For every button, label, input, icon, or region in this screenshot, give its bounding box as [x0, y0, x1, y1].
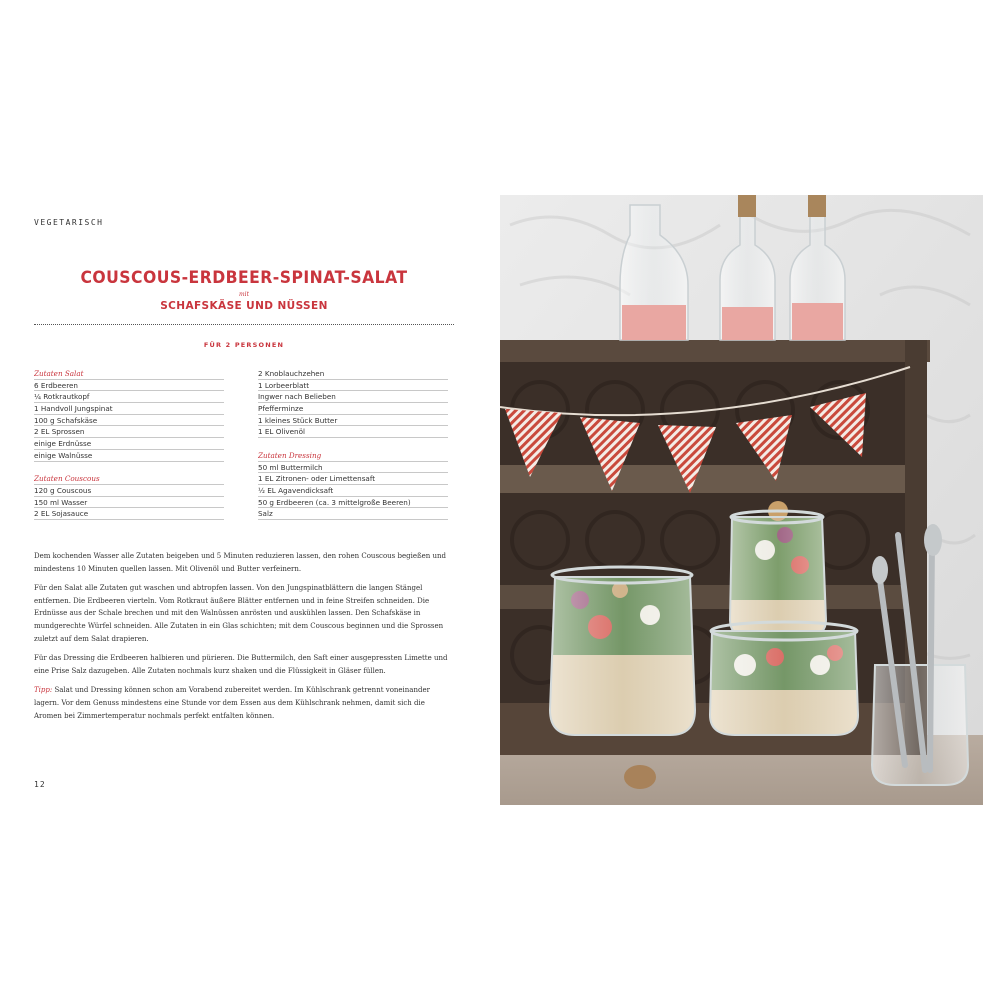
ingredient-item: Pfefferminze [258, 403, 448, 415]
left-page [34, 210, 454, 800]
ingredient-item: 2 EL Sojasauce [34, 508, 224, 520]
ingredient-item: 50 g Erdbeeren (ca. 3 mittelgroße Beeren) [258, 497, 448, 509]
ingredient-item: 120 g Couscous [34, 485, 224, 497]
ingredient-item: 50 ml Buttermilch [258, 462, 448, 474]
tip-text: Salat und Dressing können schon am Vorabend zubereitet werden. Im Kühlschrank getrennt voneinander lagern. Vor dem Genuss mindestens eine Stunde vor dem Essen aus dem Kühlschrank nehmen, damit sich die Aromen bei Zimmertemperatur nochmals perfekt entfalten können. [34, 686, 430, 720]
section-label: VEGETARISCH [34, 218, 104, 227]
cork-on-table [624, 765, 656, 789]
ingredient-item: 2 EL Sprossen [34, 426, 224, 438]
ingredient-spacer [34, 462, 224, 474]
ingredient-item: ½ EL Agavendicksaft [258, 485, 448, 497]
spoon-head [924, 524, 942, 556]
ingredient-item: 2 Knoblauchzehen [258, 368, 448, 380]
ingredient-item: 100 g Schafskäse [34, 415, 224, 427]
bottle-cork [808, 195, 826, 217]
tip-paragraph [34, 684, 454, 722]
instruction-paragraph: Dem kochenden Wasser alle Zutaten beigeben und 5 Minuten reduzieren lassen, den rohen Couscous begießen und mindestens 10 Minuten quellen lassen. Mit Olivenöl und Butter verfeinern. [34, 552, 447, 573]
spoon-head [872, 556, 888, 584]
page-number: 12 [34, 780, 46, 789]
crate-middle-board [500, 465, 905, 493]
ingredient-item: Salz [258, 508, 448, 520]
ingredient-item: 1 EL Olivenöl [258, 426, 448, 438]
ingredient-item: 1 Lorbeerblatt [258, 380, 448, 392]
ingredients-column-left [34, 368, 224, 520]
ingredient-heading: Zutaten Dressing [258, 450, 448, 462]
bottle-cork [738, 195, 756, 217]
tip-label: Tipp: [34, 686, 53, 695]
ingredients-column-right [258, 368, 448, 520]
ingredient-heading: Zutaten Couscous [34, 473, 224, 485]
ingredient-item: 1 EL Zitronen- oder Limettensaft [258, 473, 448, 485]
ingredient-item: 1 Handvoll Jungspinat [34, 403, 224, 415]
dotted-divider [34, 324, 454, 325]
ingredient-spacer [258, 438, 448, 450]
ingredient-item: 150 ml Wasser [34, 497, 224, 509]
instruction-paragraph: Für das Dressing die Erdbeeren halbieren und pürieren. Die Buttermilch, den Saft einer ausgepressten Limette und eine Prise Salz dazugeben. Alle Zutaten nochmals kurz shaken und die Flüssigkeit in Gläser füllen. [34, 654, 448, 675]
ingredient-heading: Zutaten Salat [34, 368, 224, 380]
ingredient-item: Ingwer nach Belieben [258, 391, 448, 403]
ingredient-item: einige Erdnüsse [34, 438, 224, 450]
recipe-subtitle: SCHAFSKÄSE UND NÜSSEN [160, 300, 328, 312]
title-connector: mit [238, 291, 250, 298]
title-block [34, 268, 454, 312]
recipe-title: COUSCOUS-ERDBEER-SPINAT-SALAT [80, 268, 408, 288]
ingredient-item: 1 kleines Stück Butter [258, 415, 448, 427]
ingredient-item: ¼ Rotkrautkopf [34, 391, 224, 403]
servings-label: FÜR 2 PERSONEN [203, 341, 285, 349]
ingredient-item: 6 Erdbeeren [34, 380, 224, 392]
instructions [34, 550, 454, 729]
instruction-paragraph: Für den Salat alle Zutaten gut waschen und abtropfen lassen. Von den Jungspinatblättern die langen Stängel entfernen. Die Erdbeeren vierteln. Vom Rotkraut äußere Blätter entfernen und in feine Streifen schneiden. Die Erdnüsse aus der Schale brechen und mit den Walnüssen anrösten und auskühlen lassen. Den Schafskäse in mundgerechte Würfel schneiden. Alle Zutaten in ein Glas schichten; mit dem Couscous beginnen und die Sprossen zuletzt auf dem Salat drapieren. [34, 584, 444, 643]
ingredient-item: einige Walnüsse [34, 450, 224, 462]
photo-illustration [500, 195, 983, 805]
crate-top-board [500, 340, 930, 362]
recipe-photo [500, 195, 983, 805]
